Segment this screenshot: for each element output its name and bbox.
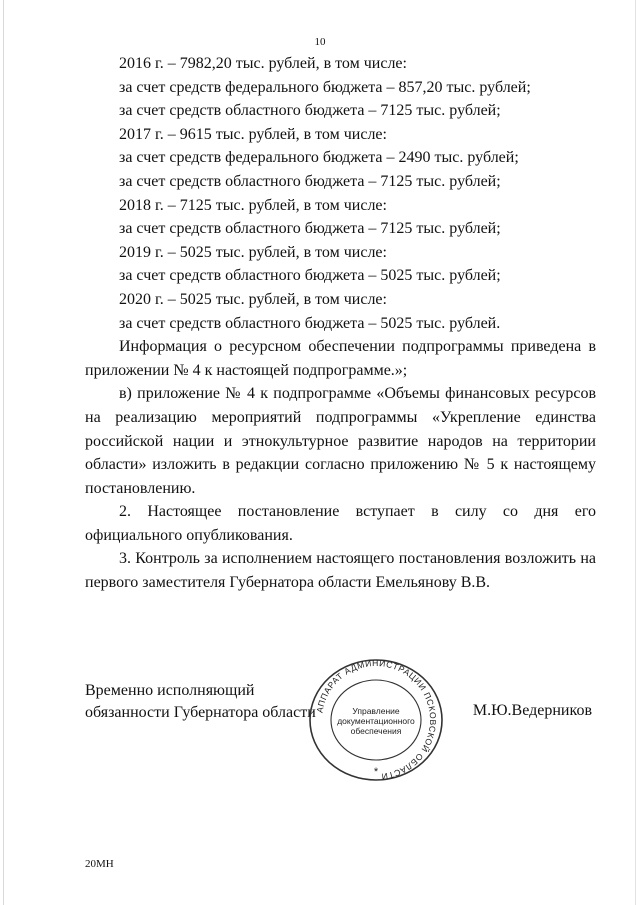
signature-position-line1: Временно исполняющий (85, 682, 255, 699)
footer-code: 20МН (85, 858, 114, 870)
funding-line-2016: 2016 г. – 7982,20 тыс. рублей, в том числе: (119, 55, 407, 72)
signature-position (85, 680, 316, 724)
funding-line-2017-regional: за счет средств областного бюджета – 7125 тыс. рублей; (119, 172, 501, 190)
stamp-center-line3: обеспечения (350, 725, 402, 736)
stamp-ring-text: АППАРАТ АДМИНИСТРАЦИИ ПСКОВСКОЙ ОБЛАСТИ (314, 658, 439, 782)
funding-line-2019: 2019 г. – 5025 тыс. рублей, в том числе: (119, 243, 387, 261)
stamp-center-text (305, 658, 447, 783)
scan-edge-left (3, 0, 4, 905)
paragraph-amendment-b: в) приложение № 4 к подпрограмме «Объемы финансовых ресурсов на реализацию мероприятий подпрограммы «Укрепление единства российской нации и этнокультурное развитие народов на территории области» изложить в редакции согласно приложению № 5 к настоящему постановлению. (85, 385, 596, 497)
funding-line-2020-regional: за счет средств областного бюджета – 5025 тыс. рублей. (119, 314, 501, 332)
funding-line-2017-federal: за счет средств федерального бюджета – 2490 тыс. рублей; (119, 149, 519, 167)
stamp-star: * (373, 766, 379, 778)
official-stamp (305, 658, 447, 783)
funding-line-2016-federal: за счет средств федерального бюджета – 857,20 тыс. рублей; (119, 78, 531, 96)
stamp-center-line1: Управление (352, 705, 400, 716)
paragraph-resource-info: Информация о ресурсном обеспечении подпрограммы приведена в приложении № 4 к настоящей подпрограмме.»; (85, 338, 596, 379)
funding-line-2018-regional: за счет средств областного бюджета – 7125 тыс. рублей; (119, 220, 501, 238)
paragraph-control: 3. Контроль за исполнением настоящего постановления возложить на первого заместителя Губернатора области Емельянову В.В. (85, 550, 596, 592)
funding-line-2019-regional: за счет средств областного бюджета – 5025 тыс. рублей; (119, 267, 501, 285)
page-number: 10 (314, 36, 326, 48)
stamp-center-line2: документационного (337, 715, 415, 726)
signature-position-line2: обязанности Губернатора области (85, 704, 316, 721)
funding-line-2016-regional: за счет средств областного бюджета – 7125 тыс. рублей; (119, 102, 501, 120)
funding-line-2018: 2018 г. – 7125 тыс. рублей, в том числе: (119, 196, 387, 214)
funding-line-2017: 2017 г. – 9615 тыс. рублей, в том числе: (119, 125, 387, 143)
funding-line-2020: 2020 г. – 5025 тыс. рублей, в том числе: (119, 290, 387, 308)
document-body (85, 52, 596, 595)
signatory-name: М.Ю.Ведерников (472, 702, 592, 719)
paragraph-effective-date: 2. Настоящее постановление вступает в силу со дня его официального опубликования. (85, 503, 596, 544)
scan-edge-right (635, 0, 636, 905)
